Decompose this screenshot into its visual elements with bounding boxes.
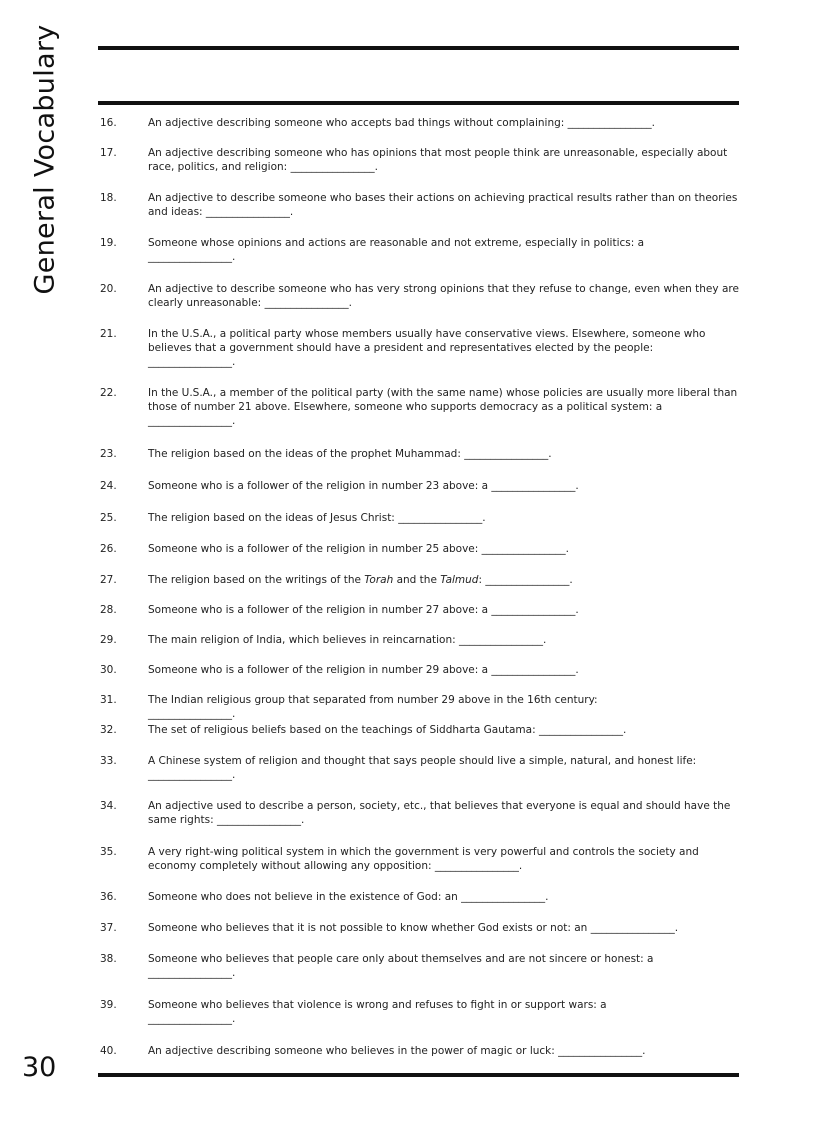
item-number: 17. <box>100 147 117 159</box>
item-text: Someone who is a follower of the religion in number 29 above: a ________________. <box>148 664 579 676</box>
answer-blank[interactable]: ________________. <box>461 891 549 903</box>
item-text: The religion based on the writings of the Torah and the Talmud: ________________. <box>148 574 573 586</box>
item-number: 24. <box>100 480 117 492</box>
item-text: An adjective to describe someone who has very strong opinions that they refuse to change, even when they are clearly unreasonable: ________________. <box>148 283 739 309</box>
answer-blank[interactable]: ________________. <box>398 512 486 524</box>
item-number: 36. <box>100 891 117 903</box>
answer-blank[interactable]: ________________. <box>434 860 523 872</box>
answer-blank[interactable]: ________________. <box>290 161 378 173</box>
answer-blank[interactable]: ________________. <box>464 448 552 460</box>
sidebar-title-text: General Vocabulary <box>29 23 61 295</box>
item-text: A very right-wing political system in which the government is very powerful and controls the society and economy completely without allowing any opposition: ________________. <box>148 846 699 872</box>
item-number: 22. <box>100 387 117 399</box>
item-text: A Chinese system of religion and thought that says people should live a simple, natural, and honest life: ________________. <box>148 755 697 781</box>
item-text: Someone who believes that violence is wrong and refuses to fight in or support wars: a ________________. <box>148 999 607 1025</box>
answer-blank[interactable]: ________________. <box>148 967 236 979</box>
answer-blank[interactable]: ________________. <box>459 634 547 646</box>
answer-blank[interactable]: ________________. <box>567 117 656 129</box>
answer-blank[interactable]: ________________. <box>148 769 236 781</box>
item-number: 35. <box>100 846 117 858</box>
footer-rule <box>98 1073 739 1077</box>
item-number: 16. <box>100 117 117 129</box>
item-number: 19. <box>100 237 117 249</box>
item-text: An adjective used to describe a person, society, etc., that believes that everyone is equal and should have the same rights: ________________. <box>148 800 731 826</box>
answer-blank[interactable]: ________________. <box>481 543 569 555</box>
item-text: Someone who believes that it is not possible to know whether God exists or not: an ________________. <box>148 922 679 934</box>
item-number: 21. <box>100 328 117 340</box>
item-number: 18. <box>100 192 117 204</box>
item-text: The set of religious beliefs based on the teachings of Siddharta Gautama: ________________. <box>148 724 627 736</box>
item-number: 29. <box>100 634 117 646</box>
item-number: 27. <box>100 574 117 586</box>
item-text: Someone who believes that people care only about themselves and are not sincere or honest: a ________________. <box>148 953 654 979</box>
item-text: In the U.S.A., a member of the political party (with the same name) whose policies are usually more liberal than those of number 21 above. Elsewhere, someone who supports democracy as a political system: a ________________. <box>148 387 738 427</box>
sidebar-section-title <box>20 23 70 295</box>
item-number: 38. <box>100 953 117 965</box>
answer-blank[interactable]: ________________. <box>590 922 679 934</box>
item-text: Someone who is a follower of the religion in number 25 above: ________________. <box>148 543 569 555</box>
item-text: The religion based on the ideas of Jesus Christ: ________________. <box>148 512 486 524</box>
answer-blank[interactable]: ________________. <box>148 415 236 427</box>
answer-blank[interactable]: ________________. <box>216 814 305 826</box>
answer-blank[interactable]: ________________. <box>538 724 627 736</box>
item-number: 33. <box>100 755 117 767</box>
item-text: Someone who is a follower of the religion in number 27 above: a ________________. <box>148 604 579 616</box>
item-number: 20. <box>100 283 117 295</box>
item-text: An adjective describing someone who accepts bad things without complaining: ________________. <box>148 117 656 129</box>
italic-term: Torah <box>364 574 394 586</box>
item-number: 31. <box>100 694 117 706</box>
item-text: An adjective describing someone who believes in the power of magic or luck: ________________. <box>148 1045 646 1057</box>
answer-blank[interactable]: ________________. <box>205 206 294 218</box>
item-number: 23. <box>100 448 117 460</box>
answer-blank[interactable]: ________________. <box>558 1045 646 1057</box>
answer-blank[interactable]: ________________. <box>491 664 579 676</box>
item-number: 32. <box>100 724 117 736</box>
item-text: An adjective describing someone who has opinions that most people think are unreasonable, especially about race, politics, and religion: ________________. <box>148 147 728 173</box>
italic-term: Talmud <box>440 574 479 586</box>
answer-blank[interactable]: ________________. <box>148 251 236 263</box>
item-text: In the U.S.A., a political party whose members usually have conservative views. Elsewhere, someone who believes that a government should have a president and representatives elected by the people: ________________. <box>148 328 706 368</box>
item-text: The religion based on the ideas of the prophet Muhammad: ________________. <box>148 448 552 460</box>
item-number: 25. <box>100 512 117 524</box>
item-text: Someone who is a follower of the religion in number 23 above: a ________________. <box>148 480 579 492</box>
answer-blank[interactable]: ________________. <box>148 1013 236 1025</box>
answer-blank[interactable]: ________________. <box>264 297 352 309</box>
answer-blank[interactable]: ________________. <box>485 574 573 586</box>
item-number: 30. <box>100 664 117 676</box>
page-number: 30 <box>22 1052 57 1083</box>
item-number: 34. <box>100 800 117 812</box>
item-number: 40. <box>100 1045 117 1057</box>
answer-blank[interactable]: ________________. <box>491 480 579 492</box>
top-rule <box>98 46 739 50</box>
item-number: 26. <box>100 543 117 555</box>
item-number: 37. <box>100 922 117 934</box>
item-text: The Indian religious group that separated from number 29 above in the 16th century: ________________. <box>148 694 598 720</box>
header-rule <box>98 101 739 105</box>
item-text: An adjective to describe someone who bases their actions on achieving practical results rather than on theories and ideas: ________________. <box>148 192 738 218</box>
item-text: Someone who does not believe in the existence of God: an ________________. <box>148 891 549 903</box>
answer-blank[interactable]: ________________. <box>491 604 579 616</box>
answer-blank[interactable]: ________________. <box>148 356 236 368</box>
answer-blank[interactable]: ________________. <box>148 708 236 720</box>
item-number: 28. <box>100 604 117 616</box>
item-text: The main religion of India, which believes in reincarnation: ________________. <box>148 634 547 646</box>
item-number: 39. <box>100 999 117 1011</box>
item-text: Someone whose opinions and actions are reasonable and not extreme, especially in politics: a ________________. <box>148 237 645 263</box>
